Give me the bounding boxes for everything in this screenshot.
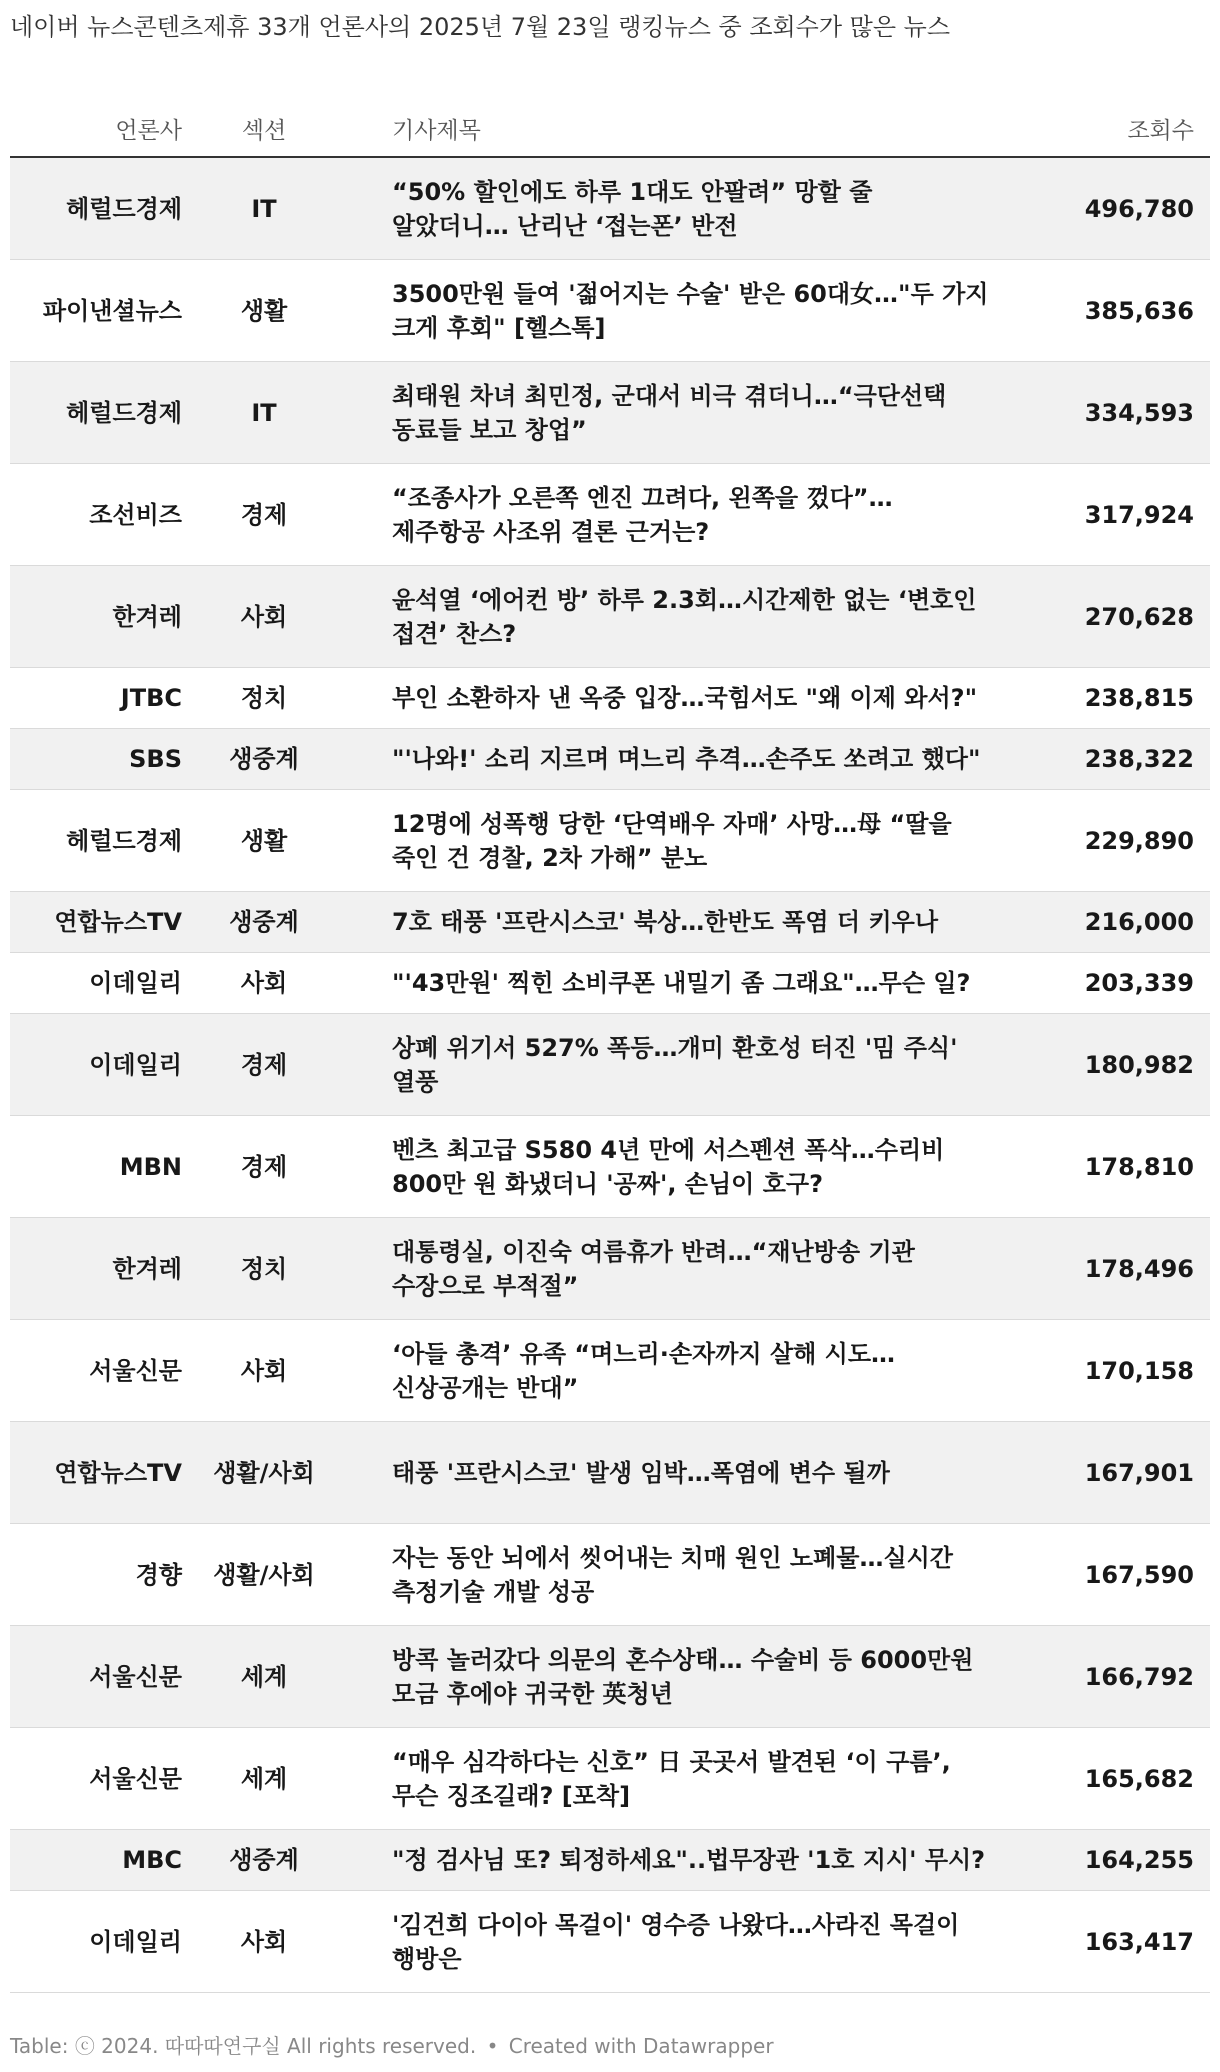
cell-views: 164,255 [1084,1846,1194,1874]
cell-outlet: 헤럴드경제 [66,194,182,223]
table-row [10,158,1210,260]
cell-headline: 상폐 위기서 527% 폭등…개미 환호성 터진 '밈 주식' 열풍 [392,1033,958,1096]
cell-headline: “조종사가 오른쪽 엔진 끄려다, 왼쪽을 껐다”… 제주항공 사조위 결론 근거는? [392,483,893,546]
cell-outlet: JTBC [120,684,182,712]
cell-headline: 방콕 놀러갔다 의문의 혼수상태… 수술비 등 6000만원 모금 후에야 귀국한 英청년 [392,1645,974,1708]
cell-outlet: 헤럴드경제 [66,398,182,427]
cell-section: 사회 [240,969,288,997]
cell-section: 생중계 [229,745,299,773]
cell-headline: 자는 동안 뇌에서 씻어내는 치매 원인 노폐물…실시간 측정기술 개발 성공 [392,1543,953,1606]
cell-headline: “매우 심각하다는 신호” 日 곳곳서 발견된 ‘이 구름’, 무슨 징조길래? [포착] [392,1747,951,1810]
cell-section: 생활 [240,826,288,855]
cell-outlet: 연합뉴스TV [54,908,182,936]
cell-views: 203,339 [1084,969,1194,997]
cell-headline: 7호 태풍 '프란시스코' 북상…한반도 폭염 더 키우나 [392,908,939,936]
cell-outlet: MBN [119,1152,182,1181]
cell-section: 생활 [240,296,288,325]
cell-outlet: 조선비즈 [89,500,182,529]
datawrapper-credit-link[interactable]: Created with Datawrapper [508,2034,774,2058]
cell-section: 경제 [240,1050,288,1079]
cell-section: 경제 [240,500,288,529]
table-row [10,1422,1210,1524]
table-row [10,1524,1210,1626]
cell-views: 385,636 [1084,296,1194,325]
table-row [10,1014,1210,1116]
cell-views: 167,901 [1084,1458,1194,1487]
cell-views: 178,496 [1084,1254,1194,1283]
cell-views: 229,890 [1084,826,1194,855]
cell-section: 생중계 [229,908,299,936]
cell-headline: "'43만원' 찍힌 소비쿠폰 내밀기 좀 그래요"…무슨 일? [392,969,971,997]
cell-views: 317,924 [1084,500,1194,529]
cell-outlet: 서울신문 [89,1662,182,1691]
cell-views: 238,322 [1084,745,1194,773]
table-row [10,1728,1210,1830]
cell-section: 사회 [240,1356,288,1385]
table-row [10,1320,1210,1422]
table-container [10,0,1210,1993]
column-header-outlet[interactable]: 언론사 [115,117,182,144]
cell-section: IT [251,398,277,427]
table-row [10,464,1210,566]
table-row [10,1626,1210,1728]
cell-headline: ‘아들 총격’ 유족 “며느리·손자까지 살해 시도…신상공개는 반대” [392,1339,896,1402]
cell-section: 생중계 [229,1846,299,1874]
cell-outlet: 경향 [135,1560,182,1589]
cell-headline: 벤츠 최고급 S580 4년 만에 서스펜션 폭삭…수리비 800만 원 화냈더니 '공짜', 손님이 호구? [392,1135,945,1198]
column-header-views[interactable]: 조회수 [1127,117,1194,144]
cell-views: 270,628 [1084,602,1194,631]
table-row [10,953,1210,1014]
cell-section: 생활/사회 [213,1458,315,1487]
cell-section: 사회 [240,1927,288,1956]
column-header-headline[interactable]: 기사제목 [392,117,481,144]
footer-copyright: Table: ⓒ 2024. 따따따연구실 All rights reserved. [10,2034,477,2058]
cell-headline: 부인 소환하자 낸 옥중 입장…국힘서도 "왜 이제 와서?" [392,684,978,712]
cell-section: 정치 [240,684,288,712]
cell-outlet: 한겨레 [112,602,182,631]
table-row [10,1830,1210,1891]
table-row [10,892,1210,953]
cell-outlet: MBC [122,1846,182,1874]
cell-views: 166,792 [1084,1662,1194,1691]
cell-views: 165,682 [1084,1764,1194,1793]
cell-section: 사회 [240,602,288,631]
cell-outlet: 이데일리 [89,1050,182,1079]
table-row [10,362,1210,464]
cell-headline: 대통령실, 이진숙 여름휴가 반려…“재난방송 기관 수장으로 부적절” [392,1237,915,1300]
cell-outlet: 헤럴드경제 [66,826,182,855]
cell-views: 180,982 [1084,1050,1194,1079]
table-row [10,729,1210,790]
table-row [10,1891,1210,1993]
cell-headline: 윤석열 ‘에어컨 방’ 하루 2.3회…시간제한 없는 ‘변호인 접견’ 찬스? [392,585,977,648]
cell-headline: "'나와!' 소리 지르며 며느리 추격…손주도 쏘려고 했다" [392,745,981,773]
cell-outlet: 파이낸셜뉴스 [42,296,182,325]
cell-outlet: 서울신문 [89,1764,182,1793]
cell-headline: '김건희 다이아 목걸이' 영수증 나왔다…사라진 목걸이 행방은 [392,1910,960,1973]
cell-section: 세계 [240,1764,288,1793]
cell-outlet: 이데일리 [89,1927,182,1956]
table-row [10,260,1210,362]
cell-views: 167,590 [1084,1560,1194,1589]
cell-outlet: 이데일리 [89,969,182,997]
table-row [10,1218,1210,1320]
cell-headline: 태풍 '프란시스코' 발생 임박…폭염에 변수 될까 [392,1458,890,1487]
cell-headline: “50% 할인에도 하루 1대도 안팔려” 망할 줄 알았더니… 난리난 ‘접는폰’ 반전 [392,177,873,240]
cell-outlet: 서울신문 [89,1356,182,1385]
cell-section: 경제 [240,1152,288,1181]
footer-separator: • [486,2034,499,2058]
cell-outlet: 한겨레 [112,1254,182,1283]
cell-outlet: SBS [129,745,182,773]
table-body [10,158,1210,1993]
table-footer [10,2030,774,2059]
cell-headline: 3500만원 들여 '젊어지는 수술' 받은 60대女…"두 가지 크게 후회" [헬스톡] [392,279,989,342]
cell-views: 238,815 [1084,684,1194,712]
cell-headline: "정 검사님 또? 퇴정하세요"..법무장관 '1호 지시' 무시? [392,1846,986,1874]
cell-headline: 최태원 차녀 최민정, 군대서 비극 겪더니…“극단선택 동료들 보고 창업” [392,381,947,444]
cell-views: 216,000 [1084,908,1194,936]
cell-views: 163,417 [1084,1927,1194,1956]
column-header-section[interactable]: 섹션 [241,117,287,144]
cell-views: 334,593 [1084,398,1194,427]
table-header-row [10,100,1210,158]
cell-views: 170,158 [1084,1356,1194,1385]
cell-views: 178,810 [1084,1152,1194,1181]
table-row [10,1116,1210,1218]
cell-headline: 12명에 성폭행 당한 ‘단역배우 자매’ 사망…母 “딸을 죽인 건 경찰, 2차 가해” 분노 [392,809,952,872]
cell-section: 정치 [240,1254,288,1283]
cell-section: IT [251,194,277,223]
table-row [10,668,1210,729]
cell-views: 496,780 [1084,194,1194,223]
table-row [10,790,1210,892]
cell-section: 생활/사회 [213,1560,315,1589]
cell-section: 세계 [240,1662,288,1691]
cell-outlet: 연합뉴스TV [54,1458,182,1487]
table-row [10,566,1210,668]
page-title: 네이버 뉴스콘텐츠제휴 33개 언론사의 2025년 7월 23일 랭킹뉴스 중 조회수가 많은 뉴스 [10,13,951,41]
